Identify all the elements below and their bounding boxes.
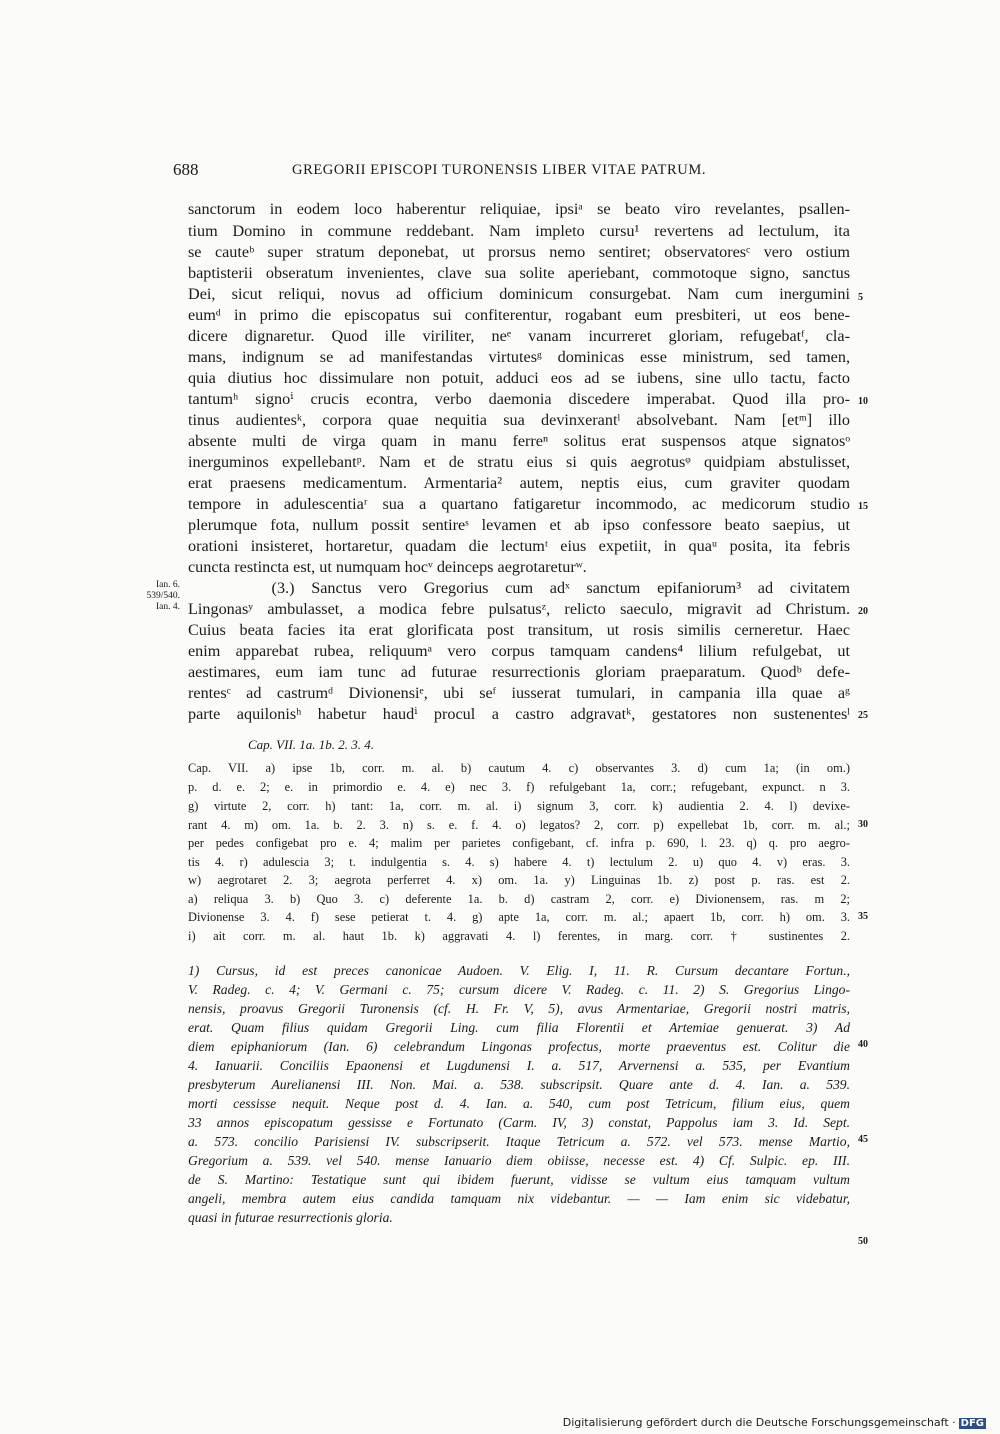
- footnote-line: a. 573. concilio Parisiensi IV. subscripserit. Itaque Tetricum a. 572. vel 573. mense Martio,: [188, 1134, 850, 1149]
- apparatus-line: w) aegrotaret 2. 3; aegrota perferret 4. x) om. 1a. y) Linguinas 1b. z) post p. ras. est 2.: [188, 873, 850, 887]
- funding-text: Digitalisierung gefördert durch die Deutsche Forschungsgemeinschaft ·: [562, 1416, 956, 1429]
- text-line: sanctorum in eodem loco haberentur reliquiae, ipsiᵃ se beato viro revelantes, psallen-: [188, 200, 850, 218]
- text-line: Dei, sicut reliqui, novus ad officium dominicum consurgebat. Nam cum inergumini: [188, 285, 850, 303]
- margin-note: [130, 580, 180, 613]
- line-number: 20: [858, 606, 868, 617]
- footnote-line: erat. Quam filius quidam Gregorii Ling. cum filia Florentii et Artemiae genuerat. 3) Ad: [188, 1020, 850, 1035]
- text-line: baptisterii obseratum invenientes, clave sua solite aperiebant, commotoque signo, sanctus: [188, 264, 850, 282]
- running-header: [0, 160, 1000, 184]
- apparatus-line: i) ait corr. m. al. haut 1b. k) aggravati 4. l) ferentes, in marg. corr. † sustinentes 2.: [188, 929, 850, 943]
- running-title: GREGORII EPISCOPI TURONENSIS LIBER VITAE PATRUM.: [292, 162, 707, 178]
- apparatus-line: tis 4. r) adulescia 3; t. indulgentia s. 4. s) habere 4. t) lectulum 2. u) quo 4. v) eras. 3.: [188, 855, 850, 869]
- footnote-line: presbyterum Aurelianensi III. Non. Mai. a. 538. subscripsit. Quare ante d. 4. Ian. a. 539.: [188, 1077, 850, 1092]
- text-line: tinus audientesᵏ, corpora quae nequitia sua devinxerantˡ absolvebant. Nam [etᵐ] illo: [188, 411, 850, 429]
- margin-note-line: Ian. 4.: [155, 602, 180, 612]
- text-line: mans, indignum se ad manifestandas virtutesᵍ dominicas esse ministrum, sed tamen,: [188, 348, 850, 366]
- line-number: 5: [858, 292, 863, 303]
- text-line: orationi insisteret, hortaretur, quadam die lectumᵗ eius expetiit, in quaᵘ posita, ita febris: [188, 537, 850, 555]
- footnote-line: morti cessisse nequit. Neque post d. 4. Ian. a. 540, cum post Tetricum, filium eius, quem: [188, 1096, 850, 1111]
- footnote-line: 4. Ianuarii. Conciliis Epaonensi et Lugdunensi I. a. 517, Arvernensi a. 535, per Evantium: [188, 1058, 850, 1073]
- line-number: 15: [858, 501, 868, 512]
- line-number: 30: [858, 819, 868, 830]
- text-line: Cuius beata facies ita erat glorificata post transitum, ut rosis similis cerneretur. Haec: [188, 621, 850, 639]
- page-number: 688: [173, 160, 199, 179]
- text-line: tempore in adulescentiaʳ sua a quartano fatigaretur incommodo, ac medicorum studio: [188, 495, 850, 513]
- line-number: 40: [858, 1039, 868, 1050]
- text-line: enim apparebat rubea, reliquumᵃ vero corpus tamquam candens⁴ lilium refulgebat, ut: [188, 642, 850, 660]
- line-number: 10: [858, 396, 868, 407]
- footnote-line: 1) Cursus, id est preces canonicae Audoen. V. Elig. I, 11. R. Cursum decantare Fortun.,: [188, 963, 850, 978]
- text-line: absente multi de virga quam in manu ferreⁿ solitus erat suspensos atque signatosᵒ: [188, 432, 850, 450]
- text-line: aestimares, eum iam tunc ad futurae resurrectionis gloriam praeparatum. Quodᵇ defe-: [188, 663, 850, 681]
- text-line: tantumʰ signoⁱ crucis econtra, verbo daemonia discedere imperabat. Quod illa pro-: [188, 390, 850, 408]
- text-line: erat praesens medicamentum. Armentaria² autem, neptis eius, cum graviter quodam: [188, 474, 850, 492]
- line-number: 45: [858, 1134, 868, 1145]
- text-line: (3.) Sanctus vero Gregorius cum adˣ sanctum epifaniorum³ ad civitatem: [188, 579, 850, 597]
- apparatus-line: a) reliqua 3. b) Quo 3. c) deferente 1a. b. d) castram 2, corr. e) Divionensem, ras. m 2;: [188, 892, 850, 906]
- dfg-logo: DFG: [960, 1418, 984, 1429]
- footnote-line: quasi in futurae resurrectionis gloria.: [188, 1210, 393, 1225]
- text-line: rentesᶜ ad castrumᵈ Divionensiᵉ, ubi seᶠ iusserat tumulari, in campania illa quae aᵍ: [188, 684, 850, 702]
- footnote-line: 33 annos episcopatum gessisse e Fortunato (Carm. IV, 3) constat, Pappolus iam 3. Id. Sept.: [188, 1115, 850, 1130]
- apparatus-line: p. d. e. 2; e. in primordio e. 4. e) nec 3. f) refulgebant 1a, corr.; refugebant, expunct. n 3.: [188, 780, 850, 794]
- apparatus-line: Divionense 3. 4. f) sese petierat t. 4. g) apte 1a, corr. m. al.; apaert 1b, corr. h) om. 3.: [188, 910, 850, 924]
- line-number: 50: [858, 1236, 868, 1247]
- text-line: se cauteᵇ super stratum deponebat, ut prorsus nemo sentiret; observatoresᶜ vero ostium: [188, 243, 850, 261]
- apparatus-title: Cap. VII. 1a. 1b. 2. 3. 4.: [248, 737, 375, 752]
- footnote-line: de S. Martino: Testatique sunt qui ibidem fuerunt, vidisse se vultum eius tamquam vultum: [188, 1172, 850, 1187]
- text-line: quia diutius hoc dissimulare non potuit, adduci eos ad se iubens, sine ullo tactu, facto: [188, 369, 850, 387]
- line-number: 25: [858, 710, 868, 721]
- margin-note-line: 539/540.: [146, 591, 180, 601]
- text-line: cuncta restincta est, ut numquam hocᵛ deinceps aegrotareturʷ.: [188, 558, 587, 576]
- text-line: dicere dignaretur. Quod ille viriliter, neᵉ vanam incurreret gloriam, refugebatᶠ, cla-: [188, 327, 850, 345]
- apparatus-line: per pedes configebat pro e. 4; malim per parietes configebant, cf. infra p. 690, l. 23. q) q. pro aegro-: [188, 836, 850, 850]
- footnote-line: nensis, proavus Gregorii Turonensis (cf. H. Fr. V, 5), avus Armentariae, Gregorii nostri matris,: [188, 1001, 850, 1016]
- funding-note: [563, 1416, 986, 1429]
- footnote-line: Gregorium a. 539. vel 540. mense Ianuario diem obiisse, necesse est. 4) Cf. Sulpic. ep. III.: [188, 1153, 850, 1168]
- text-line: plerumque fota, nullum possit sentireˢ levamen et ab ipso confessore beato saepius, ut: [188, 516, 850, 534]
- margin-note-line: Ian. 6.: [155, 580, 180, 590]
- text-line: eumᵈ in primo die episcopatus sui confiterentur, rogabant eum presbiteri, ut eos bene-: [188, 306, 850, 324]
- line-number: 35: [858, 911, 868, 922]
- text-line: tium Domino in commune reddebant. Nam impleto cursu¹ revertens ad lectulum, ita: [188, 222, 850, 240]
- text-line: inerguminos expellebantᵖ. Nam et de stratu eius si quis aegrotusᵠ quidpiam abstulisset,: [188, 453, 850, 471]
- apparatus-line: rant 4. m) om. 1a. b. 2. 3. n) s. e. f. 4. o) legatos? 2, corr. p) expellebat 1b, corr. m. al.;: [188, 818, 850, 832]
- text-line: Lingonasʸ ambulasset, a modica febre pulsatusᶻ, relicto saeculo, migravit ad Christum.: [188, 600, 850, 618]
- footnote-line: angeli, membra autem eius candida tamquam nix videbantur. — — Iam enim sic videbatur,: [188, 1191, 850, 1206]
- apparatus-line: g) virtute 2, corr. h) tant: 1a, corr. m. al. i) signum 3, corr. k) audientia 2. 4. l) devixe-: [188, 799, 850, 813]
- footnote-line: diem epiphaniorum (Ian. 6) celebrandum Lingonas profectus, morte praeventus est. Colitur die: [188, 1039, 850, 1054]
- text-line: parte aquilonisʰ habetur haudⁱ procul a castro adgravatᵏ, gestatores non sustenentesˡ: [188, 705, 850, 723]
- footnote-line: V. Radeg. c. 4; V. Germani c. 75; cursum dicere V. Radeg. c. 11. 2) S. Gregorius Lingo-: [188, 982, 850, 997]
- apparatus-line: Cap. VII. a) ipse 1b, corr. m. al. b) cautum 4. c) observantes 3. d) cum 1a; (in om.): [188, 761, 850, 775]
